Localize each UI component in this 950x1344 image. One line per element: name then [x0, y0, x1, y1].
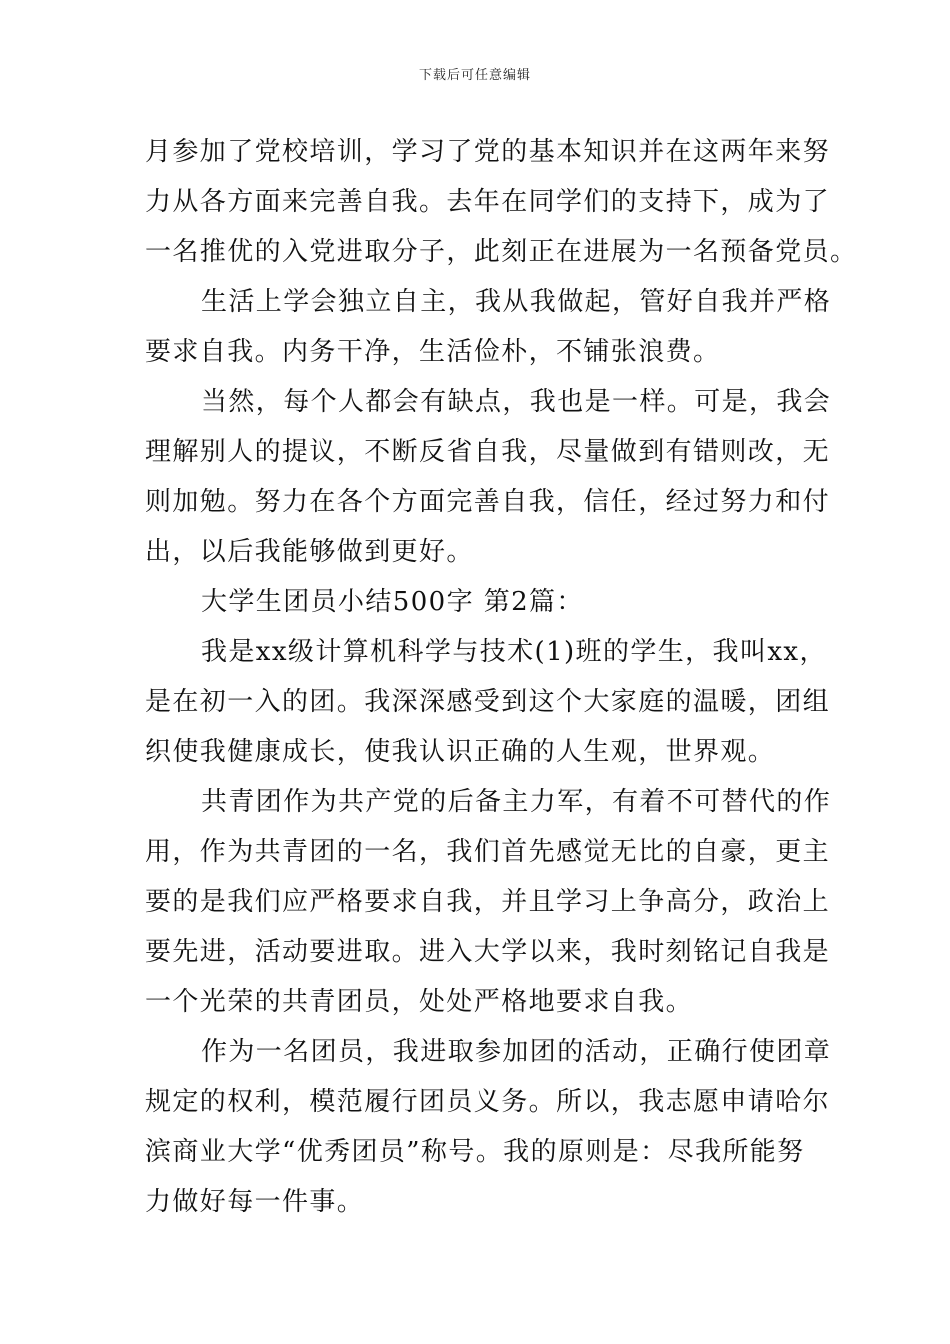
text-line: 用，作为共青团的一名，我们首先感觉无比的自豪，更主 [145, 837, 831, 867]
text-line: 织使我健康成长，使我认识正确的人生观，世界观。 [145, 737, 776, 767]
text-line: 滨商业大学“优秀团员”称号。我的原则是：尽我所能努 [145, 1137, 805, 1167]
text-line: 规定的权利，模范履行团员义务。所以，我志愿申请哈尔 [145, 1087, 831, 1117]
text-line: 则加勉。努力在各个方面完善自我，信任，经过努力和付 [145, 487, 831, 517]
text-line: 理解别人的提议，不断反省自我，尽量做到有错则改，无 [145, 437, 831, 467]
text-line: 力从各方面来完善自我。去年在同学们的支持下，成为了 [145, 187, 831, 217]
paragraph-start-line: 当然，每个人都会有缺点，我也是一样。可是，我会 [201, 387, 832, 417]
document-body [145, 127, 858, 1227]
paragraph-start-line: 我是xx级计算机科学与技术(1)班的学生，我叫xx， [201, 637, 827, 667]
page-header: 下载后可任意编辑 [418, 68, 531, 83]
text-line: 力做好每一件事。 [145, 1187, 365, 1217]
text-line: 是在初一入的团。我深深感受到这个大家庭的温暖，团组 [145, 687, 831, 717]
text-line: 要的是我们应严格要求自我，并且学习上争高分，政治上 [145, 887, 831, 917]
text-line: 要先进，活动要进取。进入大学以来，我时刻铭记自我是 [145, 937, 831, 967]
paragraph-start-line: 共青团作为共产党的后备主力军，有着不可替代的作 [201, 787, 832, 817]
paragraph-start-line: 作为一名团员，我进取参加团的活动，正确行使团章 [201, 1037, 832, 1067]
text-line: 一个光荣的共青团员，处处严格地要求自我。 [145, 987, 694, 1017]
text-line: 出，以后我能够做到更好。 [145, 537, 474, 567]
paragraph-start-line: 生活上学会独立自主，我从我做起，管好自我并严格 [201, 287, 832, 317]
text-line: 月参加了党校培训，学习了党的基本知识并在这两年来努 [145, 137, 831, 167]
section-heading: 大学生团员小结500字 第2篇： [201, 587, 584, 617]
text-line: 一名推优的入党进取分子，此刻正在进展为一名预备党员。 [145, 237, 858, 267]
text-line: 要求自我。内务干净，生活俭朴，不铺张浪费。 [145, 337, 721, 367]
